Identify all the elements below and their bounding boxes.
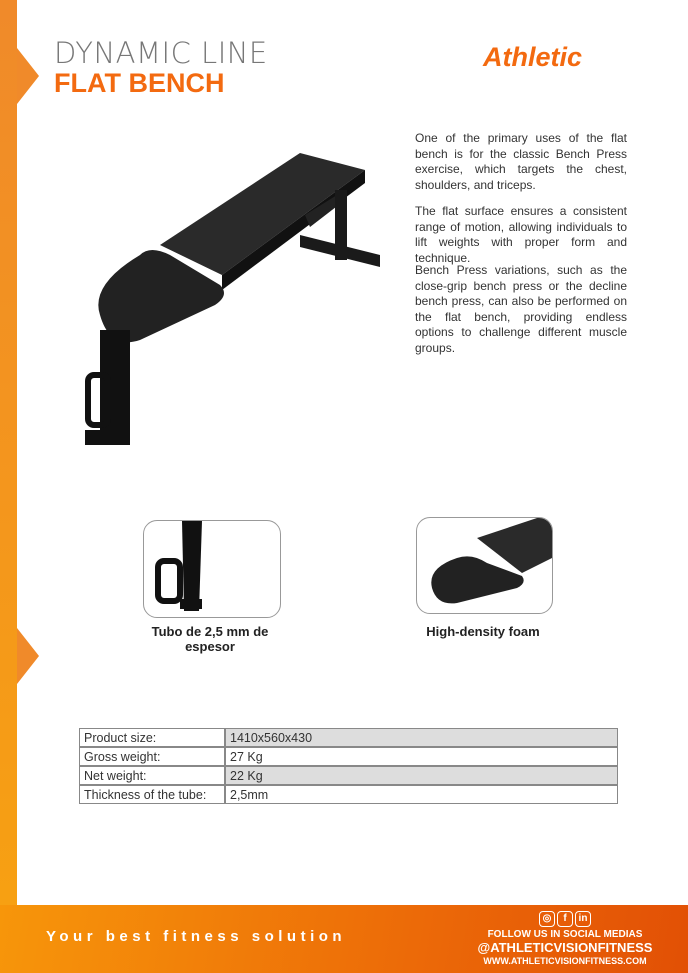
table-row — [79, 747, 618, 766]
footer-slogan: Your best fitness solution — [46, 928, 347, 945]
foam-detail-image — [416, 517, 553, 614]
spec-label: Product size: — [79, 728, 225, 747]
instagram-icon[interactable]: ◎ — [539, 911, 555, 927]
accent-notch — [17, 628, 39, 684]
spec-label: Thickness of the tube: — [79, 785, 225, 804]
social-handle[interactable]: @ATHLETICVISIONFITNESS — [477, 940, 653, 955]
tube-detail-image — [143, 520, 281, 618]
product-line: DYNAMIC LINE — [54, 36, 268, 70]
accent-notch — [17, 48, 39, 104]
description-paragraph: Bench Press variations, such as the close-grip bench press or the decline bench press, can also be performed on the flat bench, providing endless options to challenge different muscle groups. — [415, 263, 627, 355]
feature-caption: High-density foam — [426, 624, 540, 639]
side-accent-bar — [0, 0, 17, 905]
specs-table — [79, 728, 618, 804]
spec-value: 22 Kg — [225, 766, 618, 785]
brand-logo: Athletic — [483, 42, 583, 72]
spec-value: 2,5mm — [225, 785, 618, 804]
website-link[interactable]: WWW.ATHLETICVISIONFITNESS.COM — [483, 956, 647, 966]
spec-value: 1410x560x430 — [225, 728, 618, 747]
table-row — [79, 785, 618, 804]
product-title: FLAT BENCH — [54, 68, 225, 98]
spec-value: 27 Kg — [225, 747, 618, 766]
table-row — [79, 766, 618, 785]
spec-label: Gross weight: — [79, 747, 225, 766]
feature-caption: Tubo de 2,5 mm de espesor — [151, 624, 269, 654]
flat-bench-image — [80, 145, 390, 455]
follow-text: FOLLOW US IN SOCIAL MEDIAS — [487, 929, 643, 940]
facebook-icon[interactable]: f — [557, 911, 573, 927]
description-paragraph: One of the primary uses of the flat bench is for the classic Bench Press exercise, which targets the chest, shoulders, and triceps. — [415, 131, 627, 192]
description-paragraph: The flat surface ensures a consistent range of motion, allowing individuals to lift weights with proper form and technique. — [415, 204, 627, 265]
spec-label: Net weight: — [79, 766, 225, 785]
table-row — [79, 728, 618, 747]
linkedin-icon[interactable]: in — [575, 911, 591, 927]
